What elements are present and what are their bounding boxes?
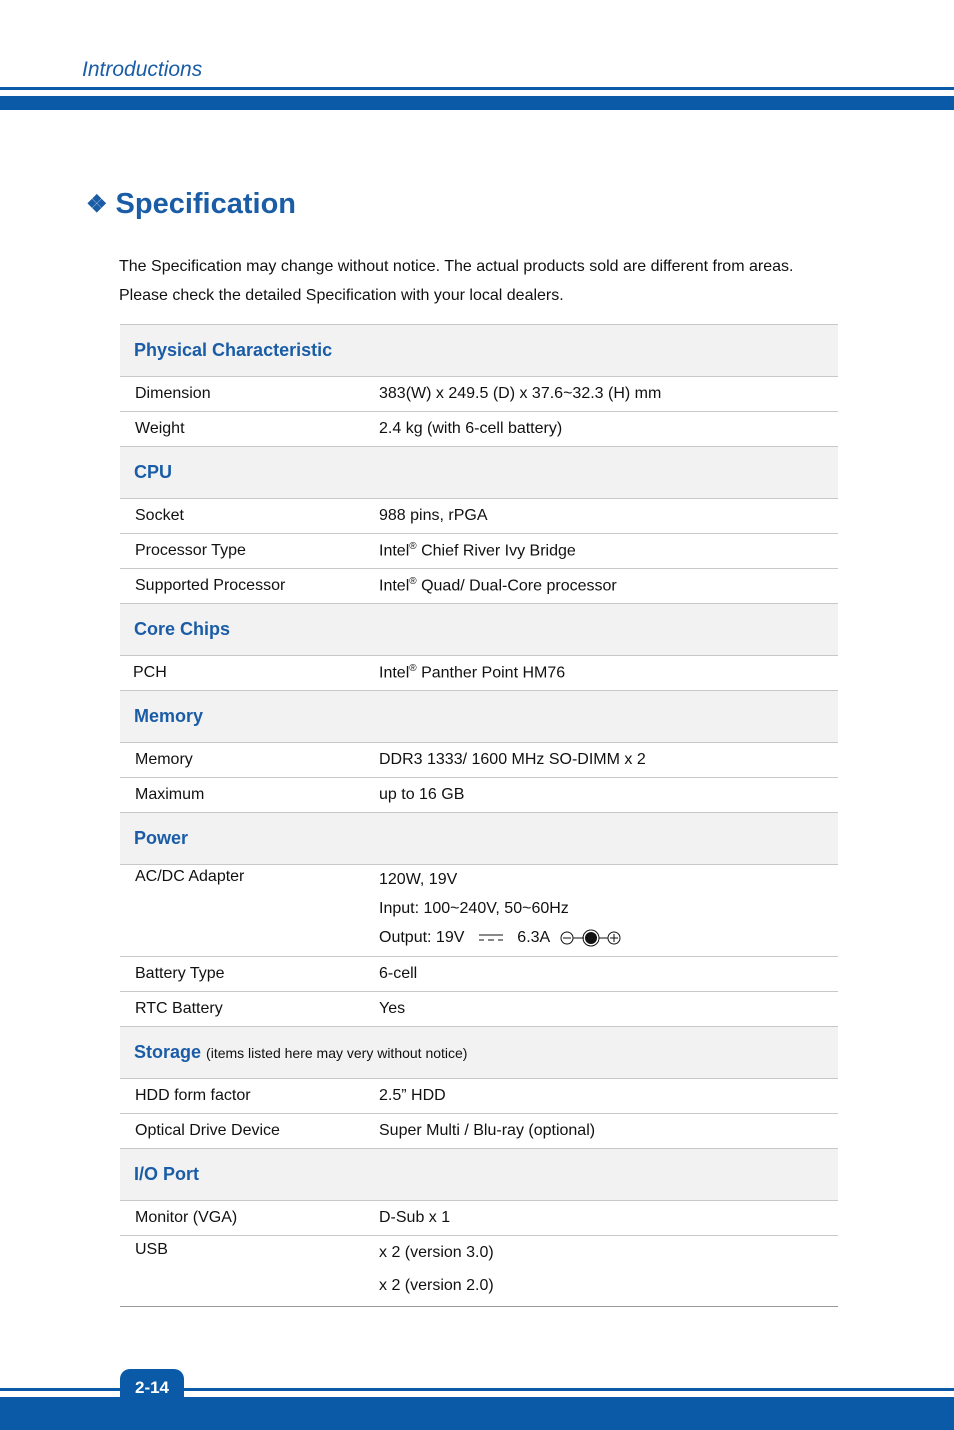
page-number: 2-14 [120,1369,184,1407]
row-value [379,1236,838,1307]
row-key: AC/DC Adapter [120,865,379,957]
row-value: D-Sub x 1 [379,1201,838,1236]
registered-mark: ® [409,541,417,553]
row-value [379,534,838,569]
category-io-port [120,1149,838,1201]
table-row [120,743,838,778]
value-text: Quad/ Dual-Core processor [416,577,617,595]
table-row [120,499,838,534]
intro-line-1: The Specification may change without notice. The actual products sold are different from areas. [119,258,794,275]
row-key: Weight [120,412,379,447]
adapter-line-2: Input: 100~240V, 50~60Hz [379,900,569,917]
table-row [120,1236,838,1307]
category-title: Power [120,813,838,865]
row-value: 2.5” HDD [379,1079,838,1114]
row-value: up to 16 GB [379,778,838,813]
polarity-icon [560,929,622,947]
row-value: 383(W) x 249.5 (D) x 37.6~32.3 (H) mm [379,377,838,412]
intro-line-2: Please check the detailed Specification with your local dealers. [119,287,564,304]
registered-mark: ® [409,663,417,675]
row-key: Maximum [120,778,379,813]
row-value: 988 pins, rPGA [379,499,838,534]
storage-note: (items listed here may very without notice) [206,1045,468,1061]
table-row [120,778,838,813]
spec-table [120,324,838,1307]
row-key: Supported Processor [120,569,379,604]
category-core-chips [120,604,838,656]
output-prefix: Output: 19V [379,929,465,946]
usb-line-2: x 2 (version 2.0) [379,1277,494,1294]
section-title [86,188,296,221]
category-cpu [120,447,838,499]
section-title-text: Specification [115,188,297,220]
table-row [120,412,838,447]
table-row [120,656,838,691]
row-value: Yes [379,992,838,1027]
row-key: Processor Type [120,534,379,569]
table-row [120,992,838,1027]
row-value [379,865,838,957]
category-power [120,813,838,865]
row-key: HDD form factor [120,1079,379,1114]
usb-line-1: x 2 (version 3.0) [379,1244,494,1261]
value-text: Panther Point HM76 [416,664,566,682]
table-row [120,569,838,604]
row-value [379,656,838,691]
table-row [120,865,838,957]
output-current: 6.3A [517,929,550,946]
row-value: 2.4 kg (with 6-cell battery) [379,412,838,447]
category-title [120,1027,838,1079]
brand: Intel [379,577,410,595]
table-row [120,1114,838,1149]
brand: Intel [379,542,410,560]
row-key: Optical Drive Device [120,1114,379,1149]
header-rule-thick [0,96,954,110]
registered-mark: ® [409,576,417,588]
category-storage [120,1027,838,1079]
table-row [120,534,838,569]
row-key: Memory [120,743,379,778]
row-key: USB [120,1236,379,1307]
storage-title: Storage [134,1042,202,1062]
diamond-bullet-icon: ❖ [86,191,108,218]
row-key: Socket [120,499,379,534]
dc-symbol-icon [479,933,503,943]
value-text: Chief River Ivy Bridge [416,542,576,560]
table-row [120,957,838,992]
row-key: RTC Battery [120,992,379,1027]
category-title: Physical Characteristic [120,325,838,377]
adapter-line-3 [379,923,838,952]
category-title: Memory [120,691,838,743]
row-value: DDR3 1333/ 1600 MHz SO-DIMM x 2 [379,743,838,778]
header-rule-thin [0,87,954,90]
row-value [379,569,838,604]
category-physical [120,325,838,377]
category-memory [120,691,838,743]
row-key: PCH [120,656,379,691]
brand: Intel [379,664,410,682]
table-row [120,1079,838,1114]
header-title: Introductions [82,58,203,81]
category-title: CPU [120,447,838,499]
row-key: Monitor (VGA) [120,1201,379,1236]
table-row [120,1201,838,1236]
category-title: Core Chips [120,604,838,656]
intro-text [119,252,793,310]
table-row [120,377,838,412]
row-value: 6-cell [379,957,838,992]
row-value: Super Multi / Blu-ray (optional) [379,1114,838,1149]
row-key: Battery Type [120,957,379,992]
adapter-line-1: 120W, 19V [379,871,458,888]
category-title: I/O Port [120,1149,838,1201]
row-key: Dimension [120,377,379,412]
